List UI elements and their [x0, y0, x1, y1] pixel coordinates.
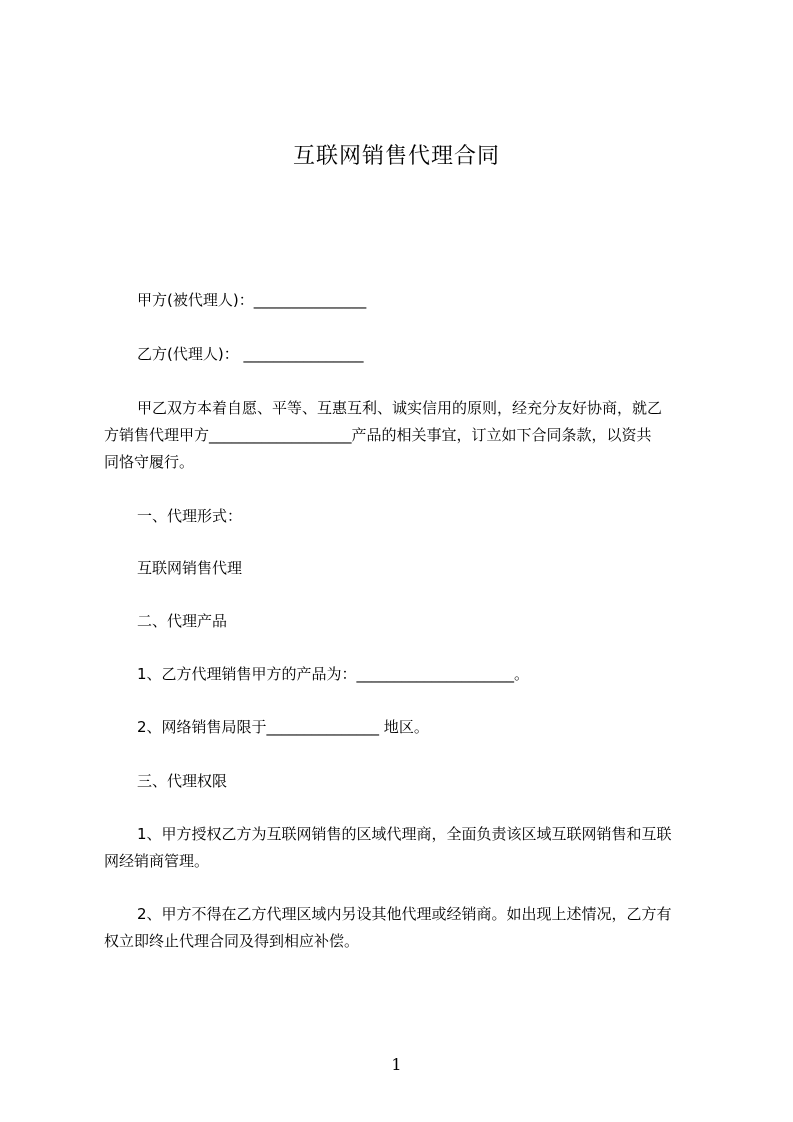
section-2-item-2: 2、网络销售局限于_______________ 地区。 — [137, 718, 429, 736]
section-2-item-1: 1、乙方代理销售甲方的产品为：_____________________。 — [137, 665, 530, 683]
intro-line-2: 方销售代理甲方___________________产品的相关事宜，订立如下合同条款，以资共 — [104, 426, 652, 444]
section-2-heading: 二、代理产品 — [137, 612, 228, 630]
party-a-line: 甲方(被代理人)：_______________ — [137, 291, 367, 309]
section-1-body: 互联网销售代理 — [137, 559, 243, 577]
section-3-item-2-line-1: 2、甲方不得在乙方代理区域内另设其他代理或经销商。如出现上述情况，乙方有 — [137, 905, 672, 923]
section-3-item-2-line-2: 权立即终止代理合同及得到相应补偿。 — [104, 932, 360, 950]
section-1-heading: 一、代理形式： — [137, 507, 243, 525]
document-title: 互联网销售代理合同 — [292, 144, 500, 169]
section-3-item-1-line-2: 网经销商管理。 — [104, 852, 210, 870]
intro-line-1: 甲乙双方本着自愿、平等、互惠互利、诚实信用的原则，经充分友好协商，就乙 — [137, 399, 663, 417]
section-3-heading: 三、代理权限 — [137, 772, 228, 790]
party-b-line: 乙方(代理人)： ________________ — [137, 345, 364, 363]
intro-line-3: 同恪守履行。 — [104, 453, 195, 471]
page-number: 1 — [391, 1055, 402, 1074]
section-3-item-1-line-1: 1、甲方授权乙方为互联网销售的区域代理商，全面负责该区域互联网销售和互联 — [137, 825, 672, 843]
